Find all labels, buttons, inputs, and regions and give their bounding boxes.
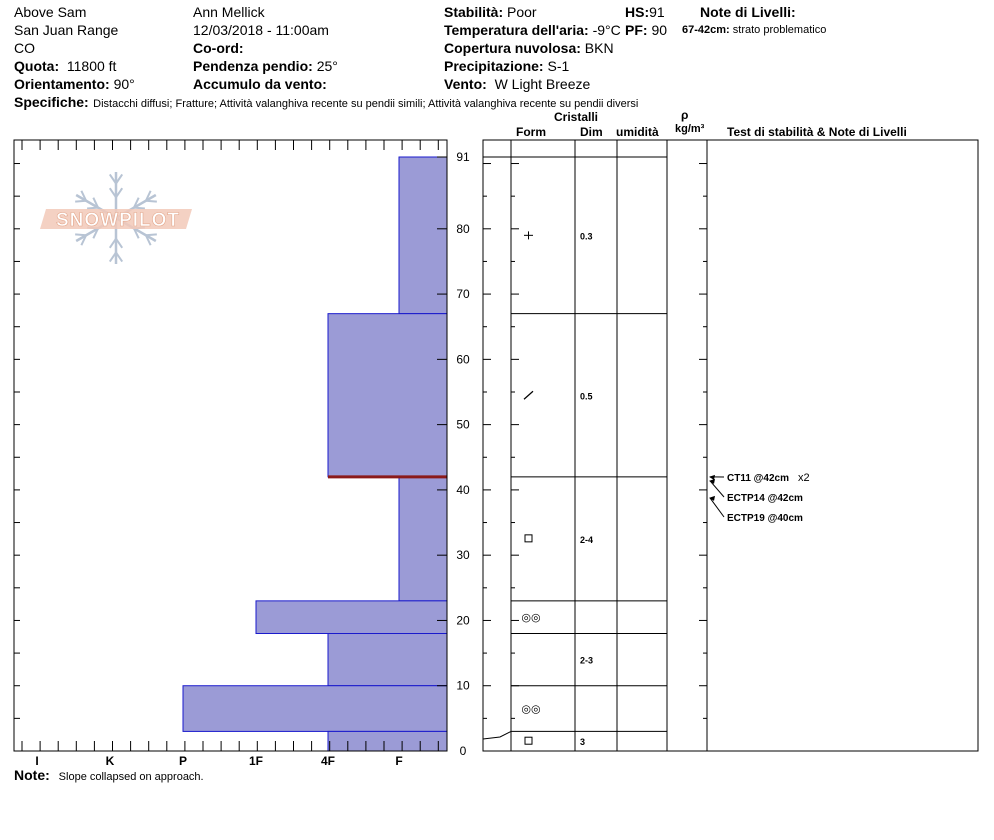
height-label: 40 [456, 482, 470, 497]
grain-size: 2-3 [580, 655, 594, 666]
stability-value: Poor [507, 4, 537, 20]
hardness-bar [399, 477, 447, 601]
snowflake-branch [75, 201, 86, 202]
footer-note [14, 768, 204, 784]
site-name: Above Sam [14, 4, 87, 20]
grain-size: 0.3 [580, 231, 593, 242]
height-label: 70 [456, 287, 470, 302]
crystals-header: Cristalli [554, 110, 599, 124]
hardness-bar [183, 686, 447, 732]
state-name: CO [14, 40, 35, 56]
height-label: 60 [456, 352, 470, 367]
snowflake-branch [87, 208, 98, 209]
grain-form-square [525, 737, 532, 744]
height-label: 20 [456, 613, 470, 628]
datetime: 12/03/2018 - 11:00am [193, 22, 329, 38]
precip-value: S-1 [547, 58, 570, 74]
height-label: 0 [459, 744, 467, 758]
elevation-value: 11800 ft [66, 58, 117, 74]
height-label: 91 [456, 150, 470, 164]
hardness-bar [399, 157, 447, 314]
test-pointer [710, 498, 724, 517]
test-arrowhead [709, 475, 715, 480]
hardness-bar [328, 731, 447, 751]
cloud-value: BKN [584, 40, 614, 56]
grain-size: 3 [580, 737, 586, 748]
stability-test-label: ECTP19 @40cm [727, 513, 803, 524]
hs-label: HS: [625, 4, 650, 20]
wind-label: Vento: [444, 76, 487, 92]
snowpilot-logo [40, 172, 192, 264]
hardness-label: 1F [248, 754, 264, 768]
logo-text: SNOWPILOT [55, 210, 181, 231]
snowflake-branch [134, 208, 145, 209]
hardness-label: K [105, 754, 115, 768]
height-label: 80 [456, 221, 470, 236]
layer-note-text: strato problematico [732, 24, 827, 36]
stability-label: Stabilità: [444, 4, 504, 20]
slope-label: Pendenza pendio: [193, 58, 313, 74]
layer-note-range: 67-42cm: [682, 24, 730, 36]
table-frame [483, 140, 978, 751]
airtemp-label: Temperatura dell'aria: [444, 22, 589, 38]
hardness-bar [328, 314, 447, 477]
dim-header: Dim [580, 125, 603, 139]
height-label: 30 [456, 548, 470, 563]
slope-value: 25° [316, 58, 338, 74]
wind-loading-label: Accumulo da vento: [193, 76, 327, 92]
snowflake-branch [146, 234, 157, 235]
airtemp-value: -9°C [592, 22, 621, 38]
hs-value: 91 [649, 4, 665, 20]
hardness-label: 4F [320, 754, 336, 768]
stability-notes-header: Test di stabilità & Note di Livelli [727, 125, 907, 139]
grain-form-symbol: ◎◎ [521, 612, 541, 625]
hardness-label: P [178, 754, 188, 768]
note-label: Note: [14, 767, 50, 783]
hardness-label: I [35, 754, 39, 768]
stability-test-extra: x2 [798, 472, 810, 484]
aspect-label: Orientamento: [14, 76, 110, 92]
observer: Ann Mellick [193, 4, 265, 20]
snowflake-branch [146, 201, 157, 202]
form-header: Form [516, 125, 546, 139]
specifics-label: Specifiche: [14, 94, 89, 110]
layer-notes-label: Note di Livelli: [700, 4, 796, 20]
pf-value: 90 [651, 22, 668, 38]
grain-form-slash [524, 391, 533, 399]
moisture-header: umidità [616, 125, 659, 139]
height-label: 50 [456, 417, 470, 432]
cloud-label: Copertura nuvolosa: [444, 40, 581, 56]
pf-label: PF: [625, 22, 648, 38]
grain-size: 2-4 [580, 534, 594, 545]
specifics-value: Distacchi diffusi; Fratture; Attività valanghiva recente su pendii simili; Attività valanghiva recente su pendii diversi [93, 98, 639, 110]
wind-value: W Light Breeze [494, 76, 591, 92]
aspect-value: 90° [113, 76, 135, 92]
hardness-label: F [395, 754, 403, 768]
test-pointer [710, 481, 724, 497]
hardness-bar [256, 601, 447, 634]
hardness-bar [328, 634, 447, 686]
grain-form-symbol: ◎◎ [521, 703, 541, 716]
grain-size: 0.5 [580, 391, 593, 402]
note-text: Slope collapsed on approach. [58, 771, 204, 783]
stability-test-label: ECTP14 @42cm [727, 493, 803, 504]
snowflake-branch [75, 234, 86, 235]
coord-label: Co-ord: [193, 40, 244, 56]
precip-label: Precipitazione: [444, 58, 544, 74]
density-symbol: ρ [681, 108, 689, 122]
stability-test-label: CT11 @42cm [727, 473, 790, 484]
elevation-label: Quota: [14, 58, 60, 74]
density-unit: kg/m³ [675, 123, 705, 135]
ground-connector [483, 731, 511, 739]
height-label: 10 [456, 678, 470, 693]
range-name: San Juan Range [14, 22, 119, 38]
grain-form-square [525, 535, 532, 542]
